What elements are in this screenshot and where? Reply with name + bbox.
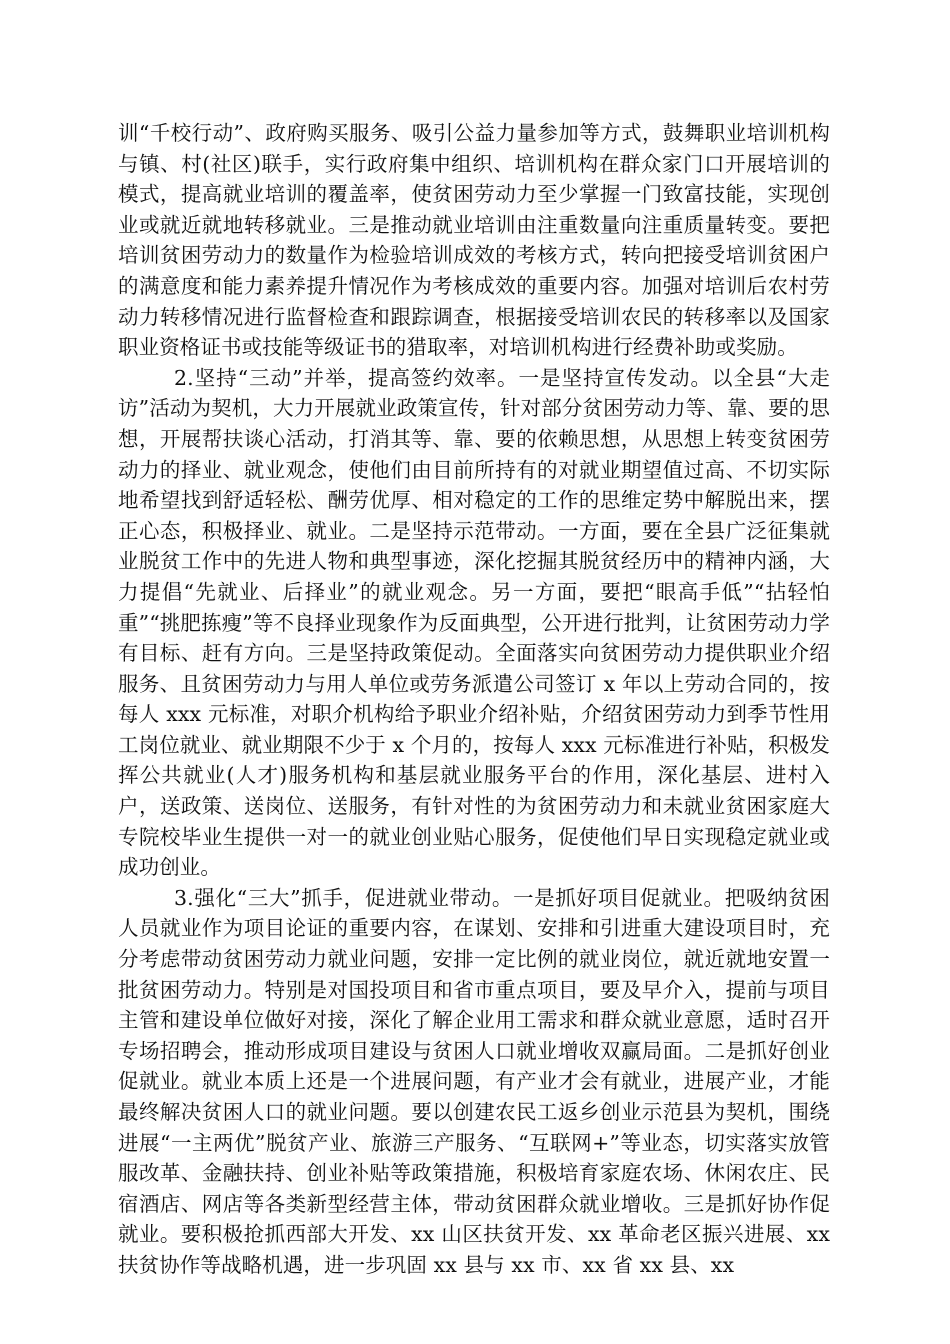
document-page [118,118,830,1281]
paragraph-2: 2.坚持“三动”并举，提高签约效率。一是坚持宣传发动。以全县“大走访”活动为契机，大力开展就业政策宣传，针对部分贫困劳动力等、靠、要的思想，开展帮扶谈心活动，打消其等、靠、要的依赖思想，从思想上转变贫困劳动力的择业、就业观念，使他们由目前所持有的对就业期望值过高、不切实际地希望找到舒适轻松、酬劳优厚、相对稳定的工作的思维定势中解脱出来，摆正心态，积极择业、就业。二是坚持示范带动。一方面，要在全县广泛征集就业脱贫工作中的先进人物和典型事迹，深化挖掘其脱贫经历中的精神内涵，大力提倡“先就业、后择业”的就业观念。另一方面，要把“眼高手低”“拈轻怕重”“挑肥拣瘦”等不良择业现象作为反面典型，公开进行批判，让贫困劳动力学有目标、赶有方向。三是坚持政策促动。全面落实向贫困劳动力提供职业介绍服务、且贫困劳动力与用人单位或劳务派遣公司签订 x 年以上劳动合同的，按每人 xxx 元标准，对职介机构给予职业介绍补贴，介绍贫困劳动力到季节性用工岗位就业、就业期限不少于 x 个月的，按每人 xxx 元标准进行补贴，积极发挥公共就业(人才)服务机构和基层就业服务平台的作用，深化基层、进村入户，送政策、送岗位、送服务，有针对性的为贫困劳动力和未就业贫困家庭大专院校毕业生提供一对一的就业创业贴心服务，促使他们早日实现稳定就业或成功创业。 [118,365,830,880]
paragraph-1: 训“千校行动”、政府购买服务、吸引公益力量参加等方式，鼓舞职业培训机构与镇、村(社区)联手，实行政府集中组织、培训机构在群众家门口开展培训的模式，提高就业培训的覆盖率，使贫困劳动力至少掌握一门致富技能，实现创业或就近就地转移就业。三是推动就业培训由注重数量向注重质量转变。要把培训贫困劳动力的数量作为检验培训成效的考核方式，转向把接受培训贫困户的满意度和能力素养提升情况作为考核成效的重要内容。加强对培训后农村劳动力转移情况进行监督检查和跟踪调查，根据接受培训农民的转移率以及国家职业资格证书或技能等级证书的猎取率，对培训机构进行经费补助或奖励。 [118,121,830,360]
paragraph-3: 3.强化“三大”抓手，促进就业带动。一是抓好项目促就业。把吸纳贫困人员就业作为项目论证的重要内容，在谋划、安排和引进重大建设项目时，充分考虑带动贫困劳动力就业问题，安排一定比例的就业岗位，就近就地安置一批贫困劳动力。特别是对国投项目和省市重点项目，要及早介入，提前与项目主管和建设单位做好对接，深化了解企业用工需求和群众就业意愿，适时召开专场招聘会，推动形成项目建设与贫困人口就业增收双赢局面。二是抓好创业促就业。就业本质上还是一个进展问题，有产业才会有就业，进展产业，才能最终解决贫困人口的就业问题。要以创建农民工返乡创业示范县为契机，围绕进展“一主两优”脱贫产业、旅游三产服务、“互联网+”等业态，切实落实放管服改革、金融扶持、创业补贴等政策措施，积极培育家庭农场、休闲农庄、民宿酒店、网店等各类新型经营主体，带动贫困群众就业增收。三是抓好协作促就业。要积极抢抓西部大开发、xx 山区扶贫开发、xx 革命老区振兴进展、xx 扶贫协作等战略机遇，进一步巩固 xx 县与 xx 市、xx 省 xx 县、xx [118,885,830,1277]
